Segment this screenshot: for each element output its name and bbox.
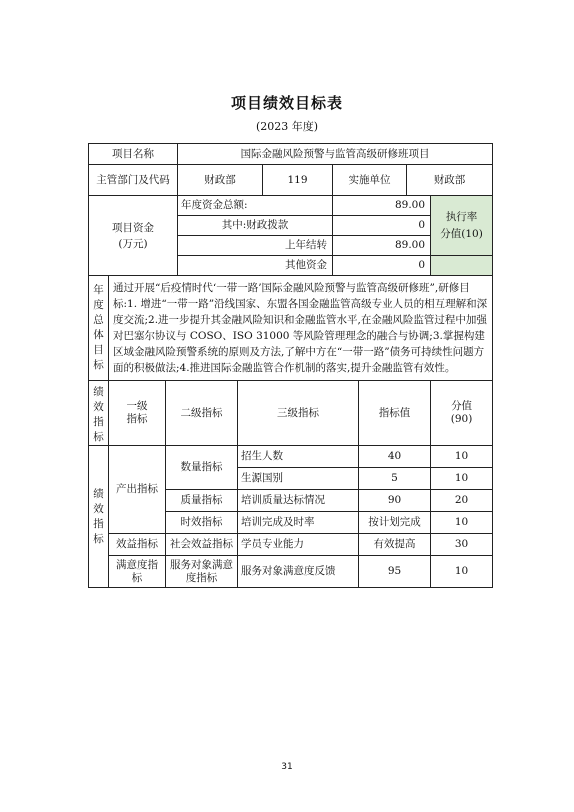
header-level3: 三级指标 [238, 381, 359, 446]
dept-name: 财政部 [178, 165, 263, 196]
table-row-score: 30 [431, 534, 493, 556]
table-row-level3: 招生人数 [238, 446, 359, 468]
social-benefit-label: 社会效益指标 [166, 534, 238, 556]
table-row-value: 90 [359, 490, 431, 512]
project-name-label: 项目名称 [89, 144, 178, 165]
indicator-section-label-top: 绩 效 指 标 [89, 381, 109, 446]
execution-rate-cell: 执行率 分值(10) [431, 196, 493, 256]
table-row-value: 有效提高 [359, 534, 431, 556]
table-row-level3: 培训完成及时率 [238, 512, 359, 534]
table-row-value: 按计划完成 [359, 512, 431, 534]
fund-total-value: 89.00 [333, 196, 431, 216]
header-level1: 一级 指标 [109, 381, 166, 446]
fund-carryover-value: 89.00 [333, 236, 431, 256]
fund-total-label: 年度资金总额: [178, 196, 333, 216]
table-row-level3: 服务对象满意度反馈 [238, 556, 359, 588]
quality-indicator-label: 质量指标 [166, 490, 238, 512]
project-name: 国际金融风险预警与监管高级研修班项目 [178, 144, 493, 165]
execution-rate-blank [431, 256, 493, 276]
table-row-score: 10 [431, 446, 493, 468]
fund-other-label: 其他资金 [178, 256, 333, 276]
impl-label: 实施单位 [333, 165, 407, 196]
table-row-score: 10 [431, 556, 493, 588]
dept-code: 119 [263, 165, 333, 196]
table-row-level3: 学员专业能力 [238, 534, 359, 556]
service-satisfaction-label: 服务对象满意 度指标 [166, 556, 238, 588]
table-row-level3: 生源国别 [238, 468, 359, 490]
performance-table [88, 143, 493, 588]
fund-fiscal-label: 其中:财政拨款 [178, 216, 333, 236]
indicator-section-label: 绩 效 指 标 [89, 446, 109, 588]
fund-other-value: 0 [333, 256, 431, 276]
header-level2: 二级指标 [166, 381, 238, 446]
table-row-level3: 培训质量达标情况 [238, 490, 359, 512]
timeliness-indicator-label: 时效指标 [166, 512, 238, 534]
header-score: 分值 (90) [431, 381, 493, 446]
goal-label: 年 度 总 体 目 标 [89, 276, 109, 381]
page-title: 项目绩效目标表 [230, 94, 343, 112]
impl-unit: 财政部 [407, 165, 493, 196]
fund-fiscal-value: 0 [333, 216, 431, 236]
goal-text: 通过开展“后疫情时代‘一带一路’国际金融风险预警与监管高级研修班”,研修目标:1. 增进“一带一路”沿线国家、东盟各国金融监管高级专业人员的相互理解和深度交流;2.进一步提升其金融风险知识和金融监管水平,在金融风险监管过程中加强对巴塞尔协议与 COSO、ISO 31000 等风险管理理念的融合与协调;3.掌握构建区域金融风险预警系统的原则及方法,了解中方在“一带一路”债务可持续性问题方面的积极做法;4.推进国际金融监管合作机制的落实,提升金融监管有效性。 [109, 276, 493, 381]
table-row-value: 40 [359, 446, 431, 468]
table-row-value: 5 [359, 468, 431, 490]
fund-carryover-label: 上年结转 [178, 236, 333, 256]
benefit-indicator-label: 效益指标 [109, 534, 166, 556]
satisfaction-indicator-label: 满意度指标 [109, 556, 166, 588]
table-row-value: 95 [359, 556, 431, 588]
funds-label: 项目资金 (万元) [89, 196, 178, 276]
header-value: 指标值 [359, 381, 431, 446]
quantity-indicator-label: 数量指标 [166, 446, 238, 490]
table-row-score: 10 [431, 468, 493, 490]
page-number: 31 [281, 762, 293, 772]
table-row-score: 10 [431, 512, 493, 534]
dept-label: 主管部门及代码 [89, 165, 178, 196]
output-indicator-label: 产出指标 [109, 446, 166, 534]
table-row-score: 20 [431, 490, 493, 512]
page-subtitle: (2023 年度) [255, 120, 319, 133]
